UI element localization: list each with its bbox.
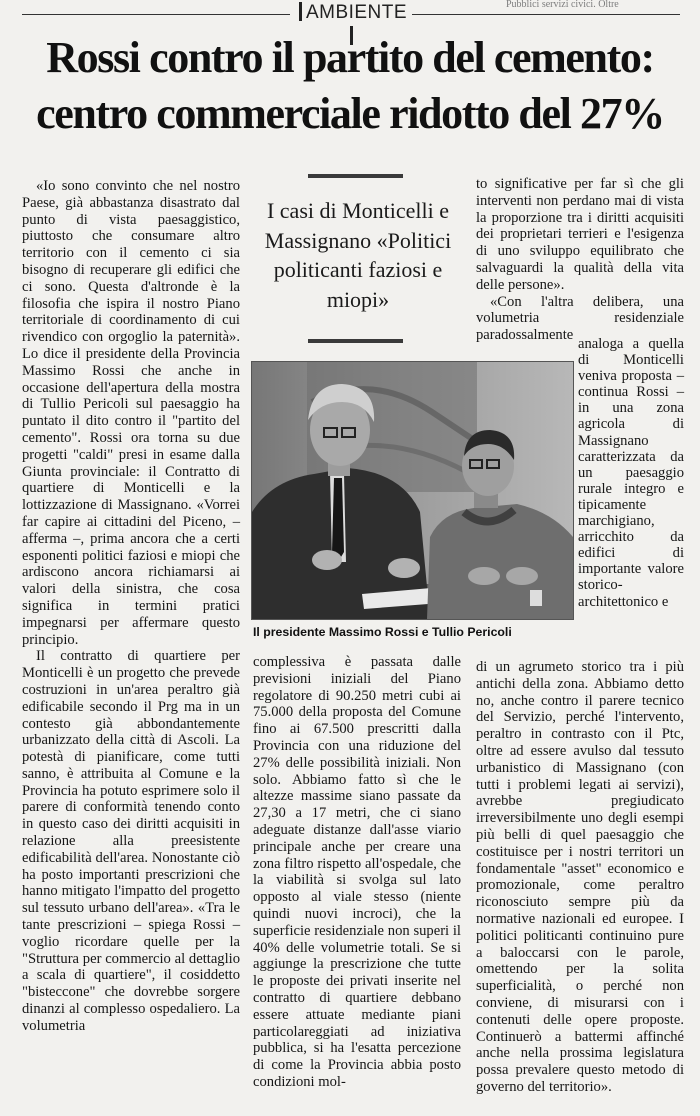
article-column-3-wrap <box>578 336 684 658</box>
paragraph: Il contratto di quartiere per Monticelli è un progetto che prevede costruzioni in un'area peraltro già edificabile secondo il Prg ma in un contesto già abbondantemente urbanizzato della città di Ascoli. La potestà di pianificare, come tutti sanno, è attribuita al Comune e la Provincia ha potuto esprimere solo il parere di conformità tenendo conto in questo caso dei diritti acquisiti in relazione alla preesistente edificabilità dell'area. Nonostante ciò ha posto importanti prescrizioni che hanno mitigato l'impatto del progetto sul tessuto urbano dell'area». «Tra le tante prescrizioni – spiega Rossi – voglio ricordare quelle per la "Struttura per commercio al dettaglio a scala di quartiere", il cosiddetto "bisteccone" che dovrebbe sorgere dinanzi al complesso ospedaliero. La volumetria <box>22 648 240 1034</box>
paragraph: analoga a quella di Monticelli veniva proposta – continua Rossi – in una zona agricola di Massignano caratterizzata da un paesaggio rurale integro e tipicamente marchigiano, arricchito da edifici di importante valore storico-architettonico e <box>578 336 684 610</box>
paragraph: «Con l'altra delibera, una volumetria residenziale paradossalmente <box>476 293 684 344</box>
article-photo <box>251 361 574 620</box>
section-label-text: AMBIENTE <box>305 2 408 23</box>
headline: Rossi contro il partito del cemento: centro commerciale ridotto del 27% <box>36 33 664 138</box>
section-rule-right <box>412 14 680 15</box>
pull-quote-rule-top <box>308 174 403 178</box>
adjacent-article-fragment: Pubblici servizi civici. Oltre <box>506 0 619 10</box>
paragraph: «Io sono convinto che nel nostro Paese, già abbastanza disastrato dal punto di vista paesaggistico, piuttosto che consumare altro territorio con il cemento ci sia bisogno di recuperare gli edifici che ci sono. Questa d'altronde è la filosofia che ispira il nostro Piano territoriale di coordinamento di cui rivendico con orgoglio la paternità». Lo dice il presidente della Provincia Massimo Rossi che anche in occasione dell'apertura della mostra di Tullio Pericoli sul paesaggio ha puntato il dito contro il "partito del cemento". Rossi ora torna su due progetti "caldi" presi in esame dalla Giunta provinciale: il Contratto di quartiere di Monticelli e la lottizzazione di Massignano. «Vorrei far capire ai cittadini del Piceno, – afferma –, prima ancora che a certi esponenti politici faziosi e miopi che ardiscono ancora richiamarsi ai valori della sinistra, che cosa significa in termini pratici impegnarsi per affermare questo principio. <box>22 178 240 648</box>
pull-quote-rule-bottom <box>308 339 403 343</box>
article-column-2 <box>253 654 461 1114</box>
article-column-3-bottom <box>476 659 684 1114</box>
paragraph: di un agrumeto storico tra i più antichi della zona. Abbiamo detto no, anche contro il parere tecnico del Servizio, perché l'intervento, peraltro in contrasto con il Ptc, oltre ad essere avulso dal tessuto urbanistico di Massignano (con tutti i problemi legati ai servizi), avrebbe pregiudicato irreversibilmente uno degli esempi più belli di quel paesaggio che costituisce per i nostri territori un fondamentale "asset" economico e promozionale, come peraltro riconosciuto sempre più da normative nazionali ed europee. I politici politicanti continuino pure a baloccarsi con le parole, omettendo per la solita superficialità, o perché non conviene, di misurarsi con i contenuti delle opere proposte. Continuerò a battermi affinché anche nella prossima legislatura possa prevalere questo metodo di governo del territorio». <box>476 659 684 1095</box>
article-column-1 <box>22 178 240 1113</box>
section-bar-left <box>299 2 302 21</box>
photo-illustration <box>252 362 573 619</box>
paragraph: complessiva è passata dalle previsioni iniziali del Piano regolatore di 90.250 metri cubi ai 75.000 della proposta del Comune fino ai 67.500 prescritti dalla Provincia con una riduzione del 27% delle possibilità iniziali. Non solo. Abbiamo fatto sì che le altezze massime siano passate da 27,30 a 17 metri, che ci siano adeguate distanze dall'asse viario principale anche per creare una zona filtro rispetto all'ospedale, che la viabilità si svolga sul lato opposto al viale stesso (niente quindi nuovi incroci), che la superficie residenziale non superi il 40% delle volumetrie totali. Se si aggiunge la prescrizione che tutte le proposte dei privati inserite nel contratto di quartiere debbano essere attuate mediante piani particolareggiati ad iniziativa pubblica, si ha l'esatta percezione di come la Provincia abbia posto condizioni mol- <box>253 654 461 1090</box>
pull-quote: I casi di Monticelli e Massignano «Politici politicanti faziosi e miopi» <box>264 198 452 312</box>
photo-caption: Il presidente Massimo Rossi e Tullio Pericoli <box>253 625 512 639</box>
article-column-3-top <box>476 176 684 344</box>
paragraph: to significative per far sì che gli interventi non perdano mai di vista la proporzione tra i diritti acquisiti dei proprietari terrieri e l'esigenza di uno sviluppo equilibrato che salvaguardi la qualità della vita delle persone». <box>476 176 684 293</box>
section-label <box>292 1 410 25</box>
section-rule-left <box>22 14 290 15</box>
